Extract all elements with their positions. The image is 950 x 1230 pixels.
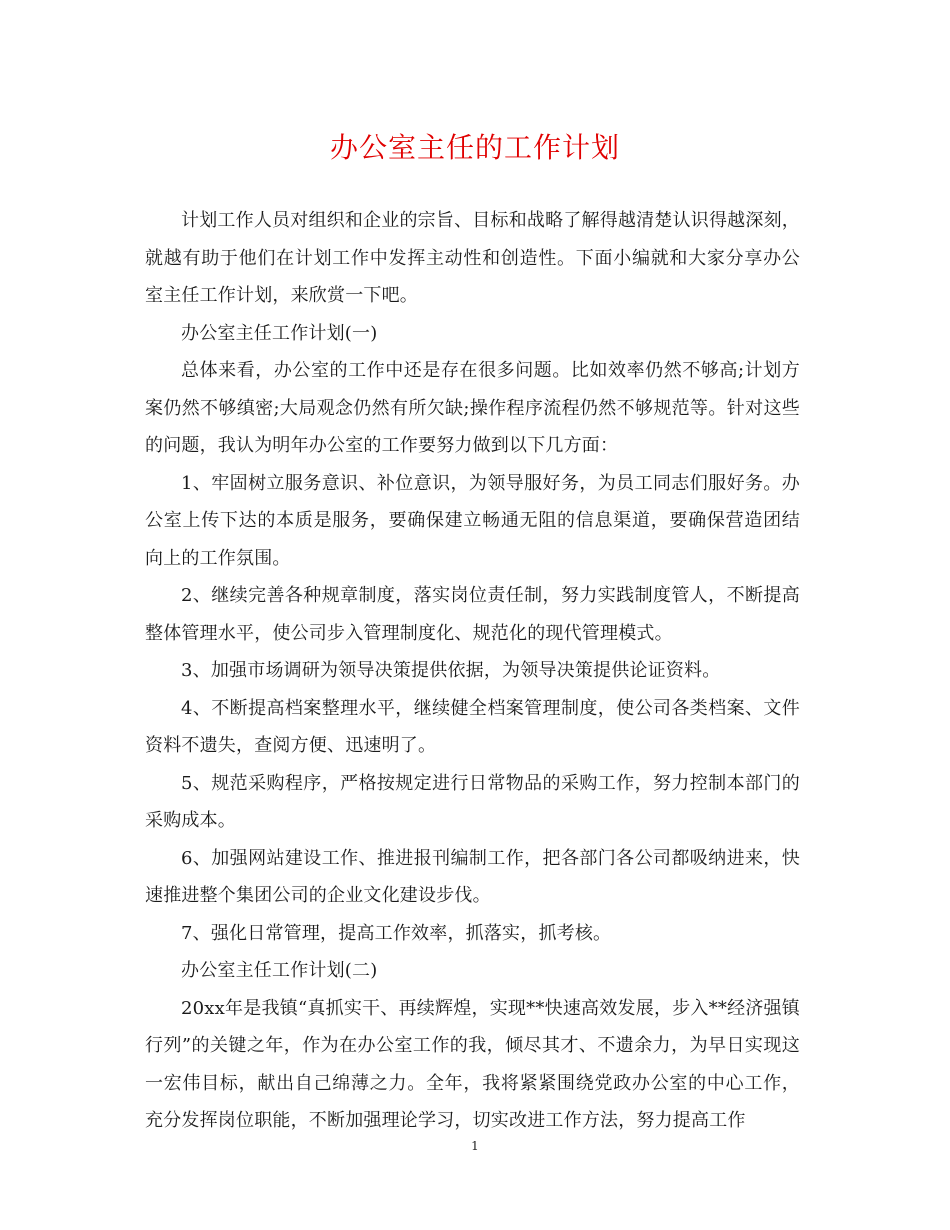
document-body: [145, 202, 800, 1140]
document-title: 办公室主任的工作计划: [329, 131, 620, 164]
list-item: 2、继续完善各种规章制度，落实岗位责任制，努力实践制度管人，不断提高整体管理水平，使公司步入管理制度化、规范化的现代管理模式。: [145, 585, 800, 644]
list-item: 7、强化日常管理，提高工作效率，抓落实，抓考核。: [181, 922, 612, 944]
plan-two-paragraph: 20xx年是我镇“真抓实干、再续辉煌，实现**快速高效发展，步入**经济强镇行列”的关键之年，作为在办公室工作的我，倾尽其才、不遗余力，为早日实现这一宏伟目标，献出自己绵薄之力。全年，我将紧紧围绕党政办公室的中心工作，充分发挥岗位职能，不断加强理论学习，切实改进工作方法，努力提高工作: [145, 997, 800, 1131]
intro-paragraph: 计划工作人员对组织和企业的宗旨、目标和战略了解得越清楚认识得越深刻，就越有助于他们在计划工作中发挥主动性和创造性。下面小编就和大家分享办公室主任工作计划，来欣赏一下吧。: [145, 210, 800, 306]
overview-paragraph: 总体来看，办公室的工作中还是存在很多问题。比如效率仍然不够高;计划方案仍然不够缜密;大局观念仍然有所欠缺;操作程序流程仍然不够规范等。针对这些的问题，我认为明年办公室的工作要努力做到以下几方面：: [145, 360, 800, 456]
list-item: 3、加强市场调研为领导决策提供依据，为领导决策提供论证资料。: [181, 660, 721, 681]
list-item: 4、不断提高档案整理水平，继续健全档案管理制度，使公司各类档案、文件资料不遗失，查阅方便、迅速明了。: [145, 697, 800, 756]
list-item: 5、规范采购程序，严格按规定进行日常物品的采购工作，努力控制本部门的采购成本。: [145, 772, 800, 831]
page-number: 1: [471, 1139, 479, 1153]
list-item: 1、牢固树立服务意识、补位意识，为领导服好务，为员工同志们服好务。办公室上传下达的本质是服务，要确保建立畅通无阻的信息渠道，要确保营造团结向上的工作氛围。: [145, 472, 800, 569]
list-item: 6、加强网站建设工作、推进报刊编制工作，把各部门各公司都吸纳进来，快速推进整个集团公司的企业文化建设步伐。: [145, 847, 800, 906]
section-heading-plan-one: 办公室主任工作计划(一): [181, 322, 378, 344]
section-heading-plan-two: 办公室主任工作计划(二): [181, 960, 378, 981]
